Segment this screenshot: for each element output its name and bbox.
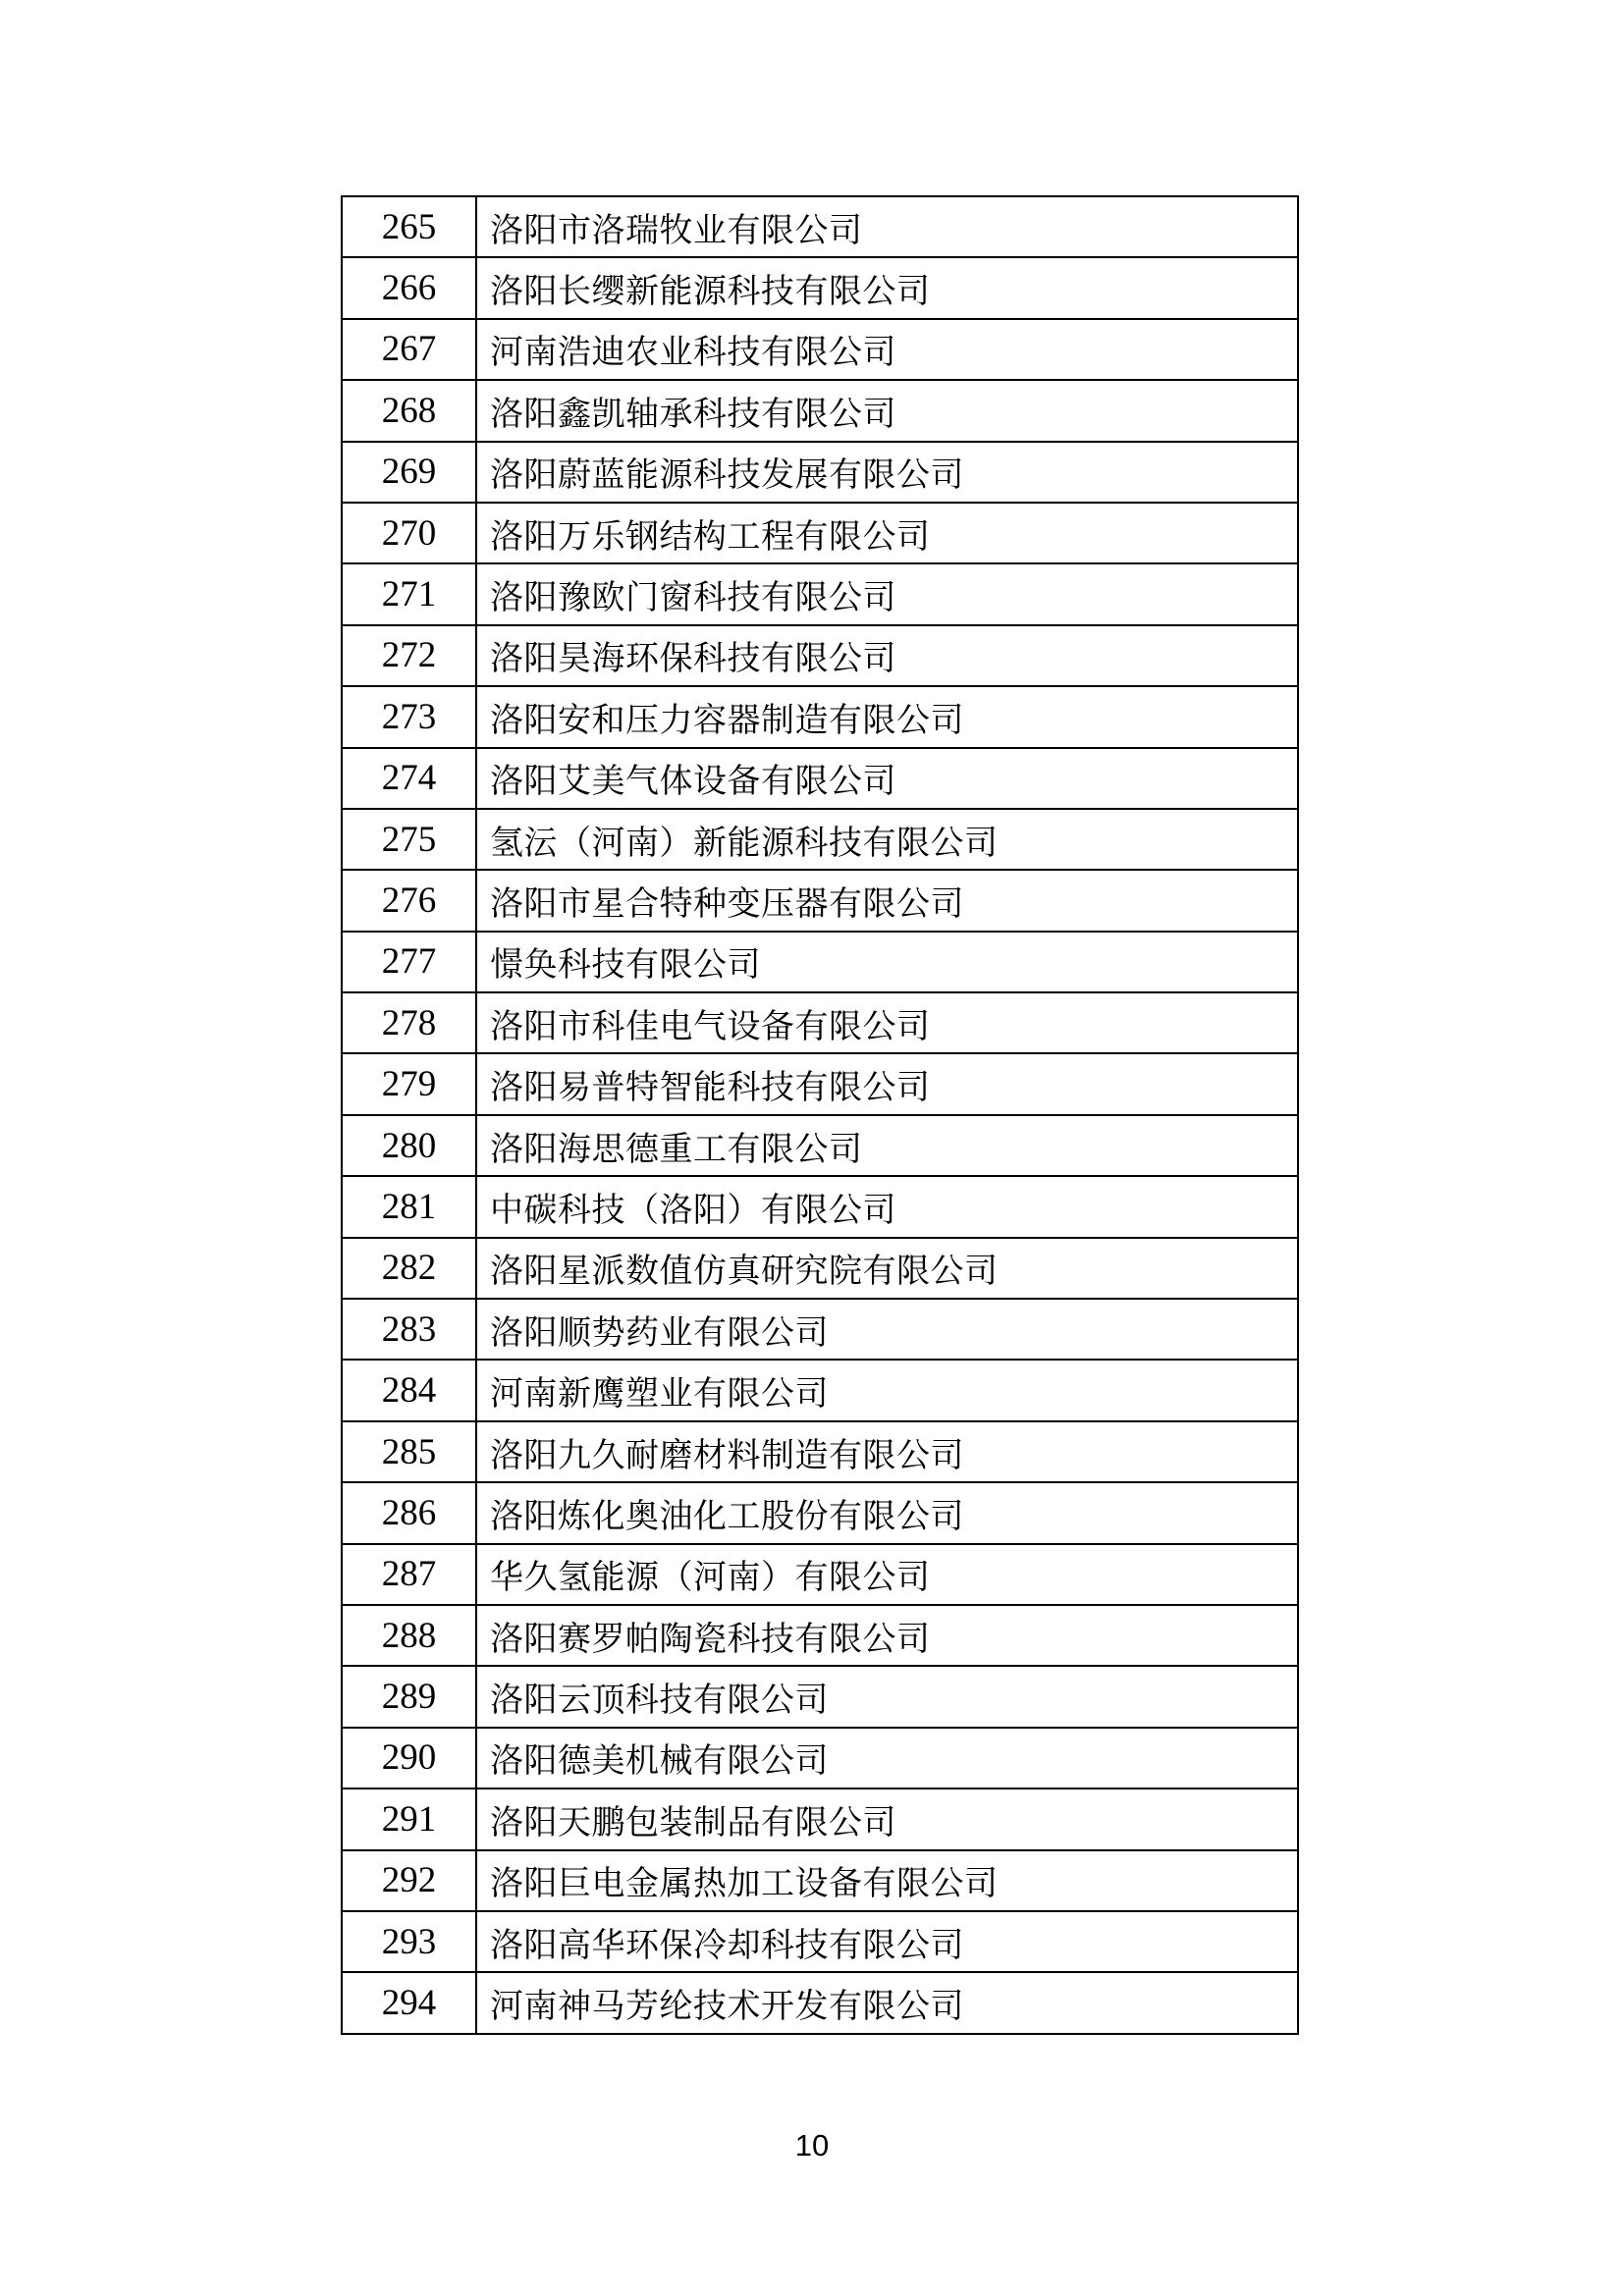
row-number: 271 [342, 563, 476, 624]
row-number: 293 [342, 1911, 476, 1972]
company-name: 河南浩迪农业科技有限公司 [476, 319, 1298, 380]
table-row [342, 1666, 1298, 1727]
table-row [342, 196, 1298, 257]
company-name: 洛阳天鹏包装制品有限公司 [476, 1789, 1298, 1849]
table-row [342, 1789, 1298, 1849]
table-row [342, 1728, 1298, 1789]
row-number: 269 [342, 442, 476, 503]
table-row [342, 748, 1298, 809]
row-number: 276 [342, 870, 476, 931]
table-row [342, 1115, 1298, 1176]
row-number: 273 [342, 686, 476, 747]
page-number: 10 [794, 2128, 830, 2163]
table-row [342, 1544, 1298, 1605]
company-name: 洛阳高华环保冷却科技有限公司 [476, 1911, 1298, 1972]
company-name: 洛阳星派数值仿真研究院有限公司 [476, 1238, 1298, 1299]
row-number: 265 [342, 196, 476, 257]
row-number: 292 [342, 1850, 476, 1911]
row-number: 282 [342, 1238, 476, 1299]
row-number: 266 [342, 257, 476, 318]
row-number: 294 [342, 1972, 476, 2033]
company-name: 洛阳巨电金属热加工设备有限公司 [476, 1850, 1298, 1911]
row-number: 268 [342, 380, 476, 441]
company-name: 洛阳鑫凯轴承科技有限公司 [476, 380, 1298, 441]
company-name: 洛阳易普特智能科技有限公司 [476, 1053, 1298, 1114]
table-row [342, 1176, 1298, 1237]
row-number: 288 [342, 1605, 476, 1666]
company-name: 洛阳九久耐磨材料制造有限公司 [476, 1421, 1298, 1482]
row-number: 281 [342, 1176, 476, 1237]
table-row [342, 319, 1298, 380]
company-name: 河南神马芳纶技术开发有限公司 [476, 1972, 1298, 2033]
table-row [342, 1299, 1298, 1360]
company-name: 洛阳安和压力容器制造有限公司 [476, 686, 1298, 747]
company-name: 洛阳市科佳电气设备有限公司 [476, 992, 1298, 1053]
row-number: 284 [342, 1360, 476, 1420]
table-row [342, 992, 1298, 1053]
row-number: 287 [342, 1544, 476, 1605]
row-number: 275 [342, 809, 476, 870]
table-row [342, 442, 1298, 503]
row-number: 283 [342, 1299, 476, 1360]
table-row [342, 1850, 1298, 1911]
company-name: 洛阳艾美气体设备有限公司 [476, 748, 1298, 809]
row-number: 290 [342, 1728, 476, 1789]
company-name: 华久氢能源（河南）有限公司 [476, 1544, 1298, 1605]
company-name: 洛阳市洛瑞牧业有限公司 [476, 196, 1298, 257]
table-row [342, 809, 1298, 870]
table-row [342, 625, 1298, 686]
company-table [341, 195, 1299, 2035]
company-name: 洛阳德美机械有限公司 [476, 1728, 1298, 1789]
table-row [342, 1911, 1298, 1972]
company-name: 洛阳炼化奥油化工股份有限公司 [476, 1482, 1298, 1543]
table-row [342, 257, 1298, 318]
company-name: 洛阳万乐钢结构工程有限公司 [476, 503, 1298, 563]
row-number: 285 [342, 1421, 476, 1482]
table-row [342, 503, 1298, 563]
row-number: 272 [342, 625, 476, 686]
table-row [342, 932, 1298, 992]
row-number: 279 [342, 1053, 476, 1114]
company-name: 洛阳蔚蓝能源科技发展有限公司 [476, 442, 1298, 503]
company-name: 洛阳长缨新能源科技有限公司 [476, 257, 1298, 318]
table-row [342, 870, 1298, 931]
row-number: 267 [342, 319, 476, 380]
row-number: 278 [342, 992, 476, 1053]
company-name: 洛阳顺势药业有限公司 [476, 1299, 1298, 1360]
table-row [342, 1972, 1298, 2033]
table-row [342, 1360, 1298, 1420]
row-number: 289 [342, 1666, 476, 1727]
row-number: 277 [342, 932, 476, 992]
table-row [342, 1421, 1298, 1482]
table-row [342, 380, 1298, 441]
company-name: 中碳科技（洛阳）有限公司 [476, 1176, 1298, 1237]
table-row [342, 1053, 1298, 1114]
table-row [342, 1605, 1298, 1666]
company-name: 洛阳市星合特种变压器有限公司 [476, 870, 1298, 931]
company-name: 氢沄（河南）新能源科技有限公司 [476, 809, 1298, 870]
row-number: 270 [342, 503, 476, 563]
row-number: 274 [342, 748, 476, 809]
company-name: 憬奂科技有限公司 [476, 932, 1298, 992]
company-name: 河南新鹰塑业有限公司 [476, 1360, 1298, 1420]
company-name: 洛阳赛罗帕陶瓷科技有限公司 [476, 1605, 1298, 1666]
row-number: 280 [342, 1115, 476, 1176]
company-table-body [342, 196, 1298, 2034]
company-name: 洛阳豫欧门窗科技有限公司 [476, 563, 1298, 624]
row-number: 291 [342, 1789, 476, 1849]
row-number: 286 [342, 1482, 476, 1543]
company-name: 洛阳海思德重工有限公司 [476, 1115, 1298, 1176]
table-row [342, 686, 1298, 747]
company-name: 洛阳云顶科技有限公司 [476, 1666, 1298, 1727]
table-row [342, 563, 1298, 624]
table-row [342, 1482, 1298, 1543]
company-name: 洛阳昊海环保科技有限公司 [476, 625, 1298, 686]
table-row [342, 1238, 1298, 1299]
